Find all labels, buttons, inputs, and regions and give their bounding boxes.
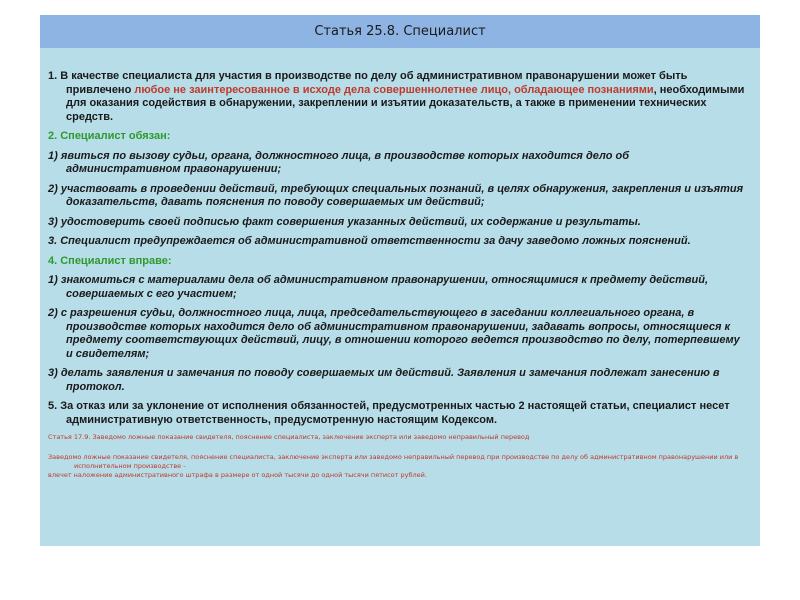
footnote-body: Заведомо ложные показание свидетеля, пояснение специалиста, заключение эксперта или заведомо неправильный перевод при производстве по делу об административном правонарушении или в исполнительном производстве - (48, 453, 739, 470)
item-1 (48, 70, 746, 124)
duty-item-1: 1) явиться по вызову судьи, органа, должностного лица, в производстве которых находится дело об административном правонарушении; (48, 149, 630, 175)
footnote-penalty: влечет наложение административного штрафа в размере от одной тысячи до одной тысячи пятисот рублей. (48, 471, 427, 479)
item-5: 5. За отказ или за уклонение от исполнения обязанностей, предусмотренных частью 2 настоящей статьи, специалист несет административную ответственность, предусмотренную настоящим Кодексом. (48, 400, 730, 426)
duties-heading: 2. Специалист обязан: (48, 130, 171, 142)
right-item-1: 1) знакомиться с материалами дела об административном правонарушении, относящимися к предмету действий, совершаемых с его участием; (48, 274, 709, 300)
right-item-2: 2) с разрешения судьи, должностного лица, лица, председательствующего в заседании коллегиального органа, в производстве которых находится дело об административном правонарушении, задавать вопросы, относящиеся к предмету соответствующих действий, лицу, в отношении которого ведется производство по делу, потерпевшему и свидетелям; (48, 307, 740, 360)
duty-item-2: 2) участвовать в проведении действий, требующих специальных познаний, в целях обнаружения, закрепления и изъятия доказательств, давать пояснения по поводу совершаемых им действий; (48, 182, 744, 208)
rights-heading: 4. Специалист вправе: (48, 254, 172, 267)
item-1-suffix: , необходимыми для оказания содействия в обнаружении, закреплении и изъятии доказательств, а также в применении технических средств. (66, 83, 745, 123)
duty-item-3: 3) удостоверить своей подписью факт совершения указанных действий, их содержание и результаты. (48, 215, 641, 228)
item-3: 3. Специалист предупреждается об административной ответственности за дачу заведомо ложных пояснений. (48, 235, 691, 247)
footnote (48, 433, 746, 480)
right-item-3: 3) делать заявления и замечания по поводу совершаемых им действий. Заявления и замечания подлежат занесению в протокол. (48, 367, 720, 393)
slide-header (40, 15, 760, 48)
footnote-title: Статья 17.9. Заведомо ложные показание свидетеля, пояснение специалиста, заключение эксперта или заведомо неправильный перевод (48, 433, 530, 441)
slide-content (40, 48, 760, 546)
item-1-highlight: любое не заинтересованное в исходе дела совершеннолетнее лицо, обладающее познаниями (134, 83, 654, 96)
item-1-prefix: 1. В качестве специалиста для участия в производстве по делу об административном правонарушении может быть привлечено (48, 70, 688, 96)
slide-title: Статья 25.8. Специалист (314, 24, 486, 39)
